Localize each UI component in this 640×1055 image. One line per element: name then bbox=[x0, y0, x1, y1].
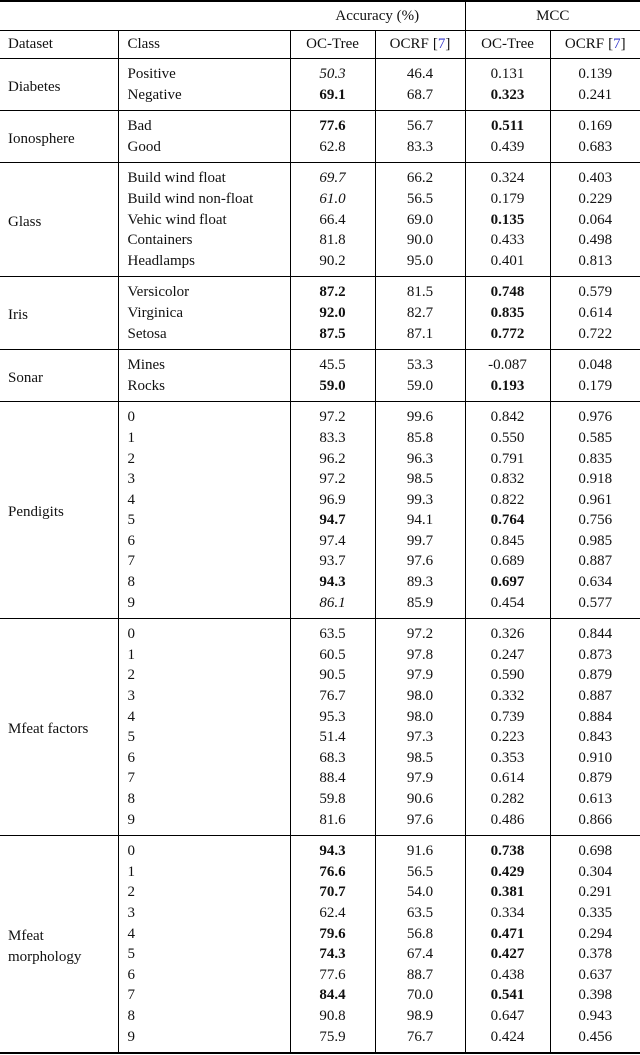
mcc-ocrf-value: 0.918 bbox=[550, 469, 640, 490]
dataset-label: Mfeat factors bbox=[0, 619, 118, 836]
mcc-octree-value: -0.087 bbox=[465, 350, 550, 376]
mcc-octree-value: 0.438 bbox=[465, 965, 550, 986]
dataset-label: Pendigits bbox=[0, 402, 118, 619]
acc-ocrf-value: 98.0 bbox=[375, 707, 465, 728]
mcc-octree-value: 0.748 bbox=[465, 277, 550, 303]
section-header-mcc: MCC bbox=[465, 1, 640, 31]
mcc-octree-value: 0.486 bbox=[465, 810, 550, 836]
mcc-octree-value: 0.193 bbox=[465, 376, 550, 402]
acc-octree-value: 81.8 bbox=[290, 230, 375, 251]
citation-close-bracket: ] bbox=[620, 36, 626, 52]
acc-ocrf-value: 81.5 bbox=[375, 277, 465, 303]
mcc-ocrf-value: 0.961 bbox=[550, 490, 640, 511]
citation-close-bracket: ] bbox=[445, 36, 451, 52]
mcc-octree-value: 0.832 bbox=[465, 469, 550, 490]
mcc-ocrf-value: 0.335 bbox=[550, 903, 640, 924]
acc-ocrf-value: 69.0 bbox=[375, 210, 465, 231]
mcc-ocrf-value: 0.985 bbox=[550, 531, 640, 552]
acc-octree-value: 76.6 bbox=[290, 862, 375, 883]
class-label: 9 bbox=[118, 1027, 290, 1054]
mcc-octree-value: 0.738 bbox=[465, 836, 550, 862]
acc-octree-value: 81.6 bbox=[290, 810, 375, 836]
mcc-octree-value: 0.247 bbox=[465, 645, 550, 666]
class-label: 5 bbox=[118, 727, 290, 748]
class-label: Rocks bbox=[118, 376, 290, 402]
acc-octree-value: 69.7 bbox=[290, 163, 375, 189]
mcc-octree-value: 0.131 bbox=[465, 59, 550, 85]
table-row bbox=[0, 59, 640, 85]
mcc-ocrf-value: 0.614 bbox=[550, 303, 640, 324]
mcc-ocrf-value: 0.064 bbox=[550, 210, 640, 231]
table-row bbox=[0, 350, 640, 376]
acc-octree-value: 68.3 bbox=[290, 748, 375, 769]
section-header-row bbox=[0, 1, 640, 31]
class-label: 1 bbox=[118, 862, 290, 883]
mcc-ocrf-value: 0.866 bbox=[550, 810, 640, 836]
mcc-ocrf-value: 0.879 bbox=[550, 665, 640, 686]
mcc-ocrf-value: 0.943 bbox=[550, 1006, 640, 1027]
mcc-octree-value: 0.334 bbox=[465, 903, 550, 924]
dataset-group-pendigits bbox=[0, 402, 640, 619]
dataset-group-iris bbox=[0, 277, 640, 350]
mcc-octree-value: 0.282 bbox=[465, 789, 550, 810]
acc-ocrf-value: 96.3 bbox=[375, 449, 465, 470]
acc-ocrf-value: 99.6 bbox=[375, 402, 465, 428]
mcc-octree-value: 0.764 bbox=[465, 510, 550, 531]
mcc-octree-value: 0.401 bbox=[465, 251, 550, 277]
acc-ocrf-value: 85.8 bbox=[375, 428, 465, 449]
acc-octree-value: 62.8 bbox=[290, 137, 375, 163]
class-label: 1 bbox=[118, 645, 290, 666]
acc-octree-value: 84.4 bbox=[290, 985, 375, 1006]
class-label: 4 bbox=[118, 707, 290, 728]
class-label: 2 bbox=[118, 449, 290, 470]
mcc-octree-value: 0.614 bbox=[465, 768, 550, 789]
acc-ocrf-value: 70.0 bbox=[375, 985, 465, 1006]
acc-ocrf-value: 97.9 bbox=[375, 768, 465, 789]
mcc-octree-value: 0.439 bbox=[465, 137, 550, 163]
dataset-label: Iris bbox=[0, 277, 118, 350]
acc-octree-value: 79.6 bbox=[290, 924, 375, 945]
mcc-octree-value: 0.179 bbox=[465, 189, 550, 210]
class-label: 9 bbox=[118, 810, 290, 836]
acc-octree-value: 70.7 bbox=[290, 882, 375, 903]
mcc-ocrf-value: 0.398 bbox=[550, 985, 640, 1006]
acc-octree-value: 90.5 bbox=[290, 665, 375, 686]
mcc-ocrf-value: 0.048 bbox=[550, 350, 640, 376]
mcc-ocrf-value: 0.139 bbox=[550, 59, 640, 85]
table-header bbox=[0, 1, 640, 59]
class-label: 7 bbox=[118, 768, 290, 789]
mcc-octree-value: 0.550 bbox=[465, 428, 550, 449]
column-header-row bbox=[0, 31, 640, 59]
mcc-ocrf-value: 0.577 bbox=[550, 593, 640, 619]
acc-ocrf-value: 90.6 bbox=[375, 789, 465, 810]
acc-octree-value: 76.7 bbox=[290, 686, 375, 707]
mcc-ocrf-value: 0.887 bbox=[550, 551, 640, 572]
acc-ocrf-value: 98.0 bbox=[375, 686, 465, 707]
mcc-ocrf-value: 0.637 bbox=[550, 965, 640, 986]
class-label: 6 bbox=[118, 748, 290, 769]
mcc-ocrf-value: 0.378 bbox=[550, 944, 640, 965]
acc-ocrf-value: 97.2 bbox=[375, 619, 465, 645]
mcc-octree-value: 0.835 bbox=[465, 303, 550, 324]
class-label: Bad bbox=[118, 111, 290, 137]
mcc-octree-value: 0.135 bbox=[465, 210, 550, 231]
dataset-label: Sonar bbox=[0, 350, 118, 402]
acc-octree-value: 94.3 bbox=[290, 836, 375, 862]
mcc-octree-value: 0.223 bbox=[465, 727, 550, 748]
acc-octree-value: 45.5 bbox=[290, 350, 375, 376]
acc-ocrf-value: 53.3 bbox=[375, 350, 465, 376]
mcc-ocrf-value: 0.813 bbox=[550, 251, 640, 277]
acc-ocrf-value: 97.8 bbox=[375, 645, 465, 666]
section-header-blank bbox=[0, 1, 290, 31]
citation-open-bracket: [ bbox=[432, 36, 438, 52]
column-header-dataset: Dataset bbox=[0, 31, 118, 59]
class-label: 1 bbox=[118, 428, 290, 449]
acc-octree-value: 96.2 bbox=[290, 449, 375, 470]
mcc-ocrf-value: 0.291 bbox=[550, 882, 640, 903]
mcc-octree-value: 0.324 bbox=[465, 163, 550, 189]
acc-ocrf-value: 99.7 bbox=[375, 531, 465, 552]
mcc-octree-value: 0.647 bbox=[465, 1006, 550, 1027]
mcc-ocrf-value: 0.835 bbox=[550, 449, 640, 470]
mcc-octree-value: 0.433 bbox=[465, 230, 550, 251]
class-label: 6 bbox=[118, 531, 290, 552]
acc-ocrf-value: 97.3 bbox=[375, 727, 465, 748]
class-label: 4 bbox=[118, 490, 290, 511]
class-label: 5 bbox=[118, 944, 290, 965]
mcc-ocrf-value: 0.585 bbox=[550, 428, 640, 449]
method-label: OCRF bbox=[564, 36, 605, 52]
mcc-octree-value: 0.353 bbox=[465, 748, 550, 769]
mcc-ocrf-value: 0.498 bbox=[550, 230, 640, 251]
mcc-ocrf-value: 0.910 bbox=[550, 748, 640, 769]
acc-ocrf-value: 95.0 bbox=[375, 251, 465, 277]
class-label: 7 bbox=[118, 551, 290, 572]
class-label: 0 bbox=[118, 836, 290, 862]
acc-ocrf-value: 97.9 bbox=[375, 665, 465, 686]
class-label: Good bbox=[118, 137, 290, 163]
acc-octree-value: 59.0 bbox=[290, 376, 375, 402]
acc-octree-value: 93.7 bbox=[290, 551, 375, 572]
mcc-ocrf-value: 0.884 bbox=[550, 707, 640, 728]
class-label: 8 bbox=[118, 572, 290, 593]
class-label: Headlamps bbox=[118, 251, 290, 277]
acc-octree-value: 87.5 bbox=[290, 324, 375, 350]
acc-ocrf-value: 91.6 bbox=[375, 836, 465, 862]
acc-ocrf-value: 54.0 bbox=[375, 882, 465, 903]
citation-number: 7 bbox=[613, 36, 621, 52]
acc-ocrf-value: 46.4 bbox=[375, 59, 465, 85]
mcc-octree-value: 0.845 bbox=[465, 531, 550, 552]
acc-octree-value: 50.3 bbox=[290, 59, 375, 85]
acc-ocrf-value: 68.7 bbox=[375, 85, 465, 111]
acc-octree-value: 59.8 bbox=[290, 789, 375, 810]
mcc-ocrf-value: 0.634 bbox=[550, 572, 640, 593]
class-label: Containers bbox=[118, 230, 290, 251]
acc-ocrf-value: 56.5 bbox=[375, 189, 465, 210]
table-row bbox=[0, 277, 640, 303]
dataset-label: Ionosphere bbox=[0, 111, 118, 163]
mcc-octree-value: 0.697 bbox=[465, 572, 550, 593]
mcc-ocrf-value: 0.241 bbox=[550, 85, 640, 111]
mcc-ocrf-value: 0.683 bbox=[550, 137, 640, 163]
acc-ocrf-value: 94.1 bbox=[375, 510, 465, 531]
acc-octree-value: 60.5 bbox=[290, 645, 375, 666]
acc-octree-value: 96.9 bbox=[290, 490, 375, 511]
mcc-octree-value: 0.822 bbox=[465, 490, 550, 511]
acc-octree-value: 63.5 bbox=[290, 619, 375, 645]
column-header-mcc-ocrf bbox=[550, 31, 640, 59]
mcc-octree-value: 0.429 bbox=[465, 862, 550, 883]
class-label: 5 bbox=[118, 510, 290, 531]
class-label: 8 bbox=[118, 789, 290, 810]
class-label: 7 bbox=[118, 985, 290, 1006]
mcc-ocrf-value: 0.722 bbox=[550, 324, 640, 350]
mcc-octree-value: 0.323 bbox=[465, 85, 550, 111]
table-row bbox=[0, 402, 640, 428]
class-label: 9 bbox=[118, 593, 290, 619]
acc-ocrf-value: 67.4 bbox=[375, 944, 465, 965]
class-label: 0 bbox=[118, 619, 290, 645]
class-label: 8 bbox=[118, 1006, 290, 1027]
acc-octree-value: 69.1 bbox=[290, 85, 375, 111]
mcc-octree-value: 0.454 bbox=[465, 593, 550, 619]
class-label: Build wind non-float bbox=[118, 189, 290, 210]
acc-octree-value: 90.8 bbox=[290, 1006, 375, 1027]
acc-octree-value: 83.3 bbox=[290, 428, 375, 449]
acc-octree-value: 94.7 bbox=[290, 510, 375, 531]
mcc-ocrf-value: 0.304 bbox=[550, 862, 640, 883]
mcc-ocrf-value: 0.613 bbox=[550, 789, 640, 810]
mcc-ocrf-value: 0.976 bbox=[550, 402, 640, 428]
acc-ocrf-value: 83.3 bbox=[375, 137, 465, 163]
mcc-ocrf-value: 0.229 bbox=[550, 189, 640, 210]
acc-octree-value: 90.2 bbox=[290, 251, 375, 277]
mcc-ocrf-value: 0.844 bbox=[550, 619, 640, 645]
mcc-ocrf-value: 0.843 bbox=[550, 727, 640, 748]
acc-ocrf-value: 99.3 bbox=[375, 490, 465, 511]
acc-octree-value: 77.6 bbox=[290, 965, 375, 986]
dataset-group-mfeat-morphology bbox=[0, 836, 640, 1053]
acc-ocrf-value: 56.8 bbox=[375, 924, 465, 945]
class-label: 3 bbox=[118, 469, 290, 490]
mcc-octree-value: 0.427 bbox=[465, 944, 550, 965]
acc-octree-value: 66.4 bbox=[290, 210, 375, 231]
mcc-octree-value: 0.739 bbox=[465, 707, 550, 728]
dataset-group-glass bbox=[0, 163, 640, 277]
class-label: Virginica bbox=[118, 303, 290, 324]
mcc-octree-value: 0.791 bbox=[465, 449, 550, 470]
acc-octree-value: 62.4 bbox=[290, 903, 375, 924]
citation-open-bracket: [ bbox=[608, 36, 614, 52]
mcc-ocrf-value: 0.294 bbox=[550, 924, 640, 945]
acc-octree-value: 88.4 bbox=[290, 768, 375, 789]
dataset-group-mfeat-factors bbox=[0, 619, 640, 836]
class-label: 2 bbox=[118, 882, 290, 903]
acc-octree-value: 94.3 bbox=[290, 572, 375, 593]
mcc-ocrf-value: 0.579 bbox=[550, 277, 640, 303]
class-label: Vehic wind float bbox=[118, 210, 290, 231]
mcc-octree-value: 0.424 bbox=[465, 1027, 550, 1054]
dataset-group-ionosphere bbox=[0, 111, 640, 163]
column-header-acc-octree: OC-Tree bbox=[290, 31, 375, 59]
mcc-octree-value: 0.689 bbox=[465, 551, 550, 572]
class-label: Versicolor bbox=[118, 277, 290, 303]
mcc-octree-value: 0.842 bbox=[465, 402, 550, 428]
mcc-octree-value: 0.511 bbox=[465, 111, 550, 137]
mcc-ocrf-value: 0.873 bbox=[550, 645, 640, 666]
acc-ocrf-value: 97.6 bbox=[375, 551, 465, 572]
dataset-label: Glass bbox=[0, 163, 118, 277]
acc-ocrf-value: 89.3 bbox=[375, 572, 465, 593]
mcc-ocrf-value: 0.879 bbox=[550, 768, 640, 789]
mcc-octree-value: 0.381 bbox=[465, 882, 550, 903]
acc-ocrf-value: 88.7 bbox=[375, 965, 465, 986]
mcc-octree-value: 0.326 bbox=[465, 619, 550, 645]
acc-ocrf-value: 59.0 bbox=[375, 376, 465, 402]
section-header-accuracy: Accuracy (%) bbox=[290, 1, 465, 31]
table-row bbox=[0, 111, 640, 137]
acc-octree-value: 97.2 bbox=[290, 402, 375, 428]
class-label: 6 bbox=[118, 965, 290, 986]
class-label: Negative bbox=[118, 85, 290, 111]
acc-octree-value: 87.2 bbox=[290, 277, 375, 303]
acc-octree-value: 86.1 bbox=[290, 593, 375, 619]
acc-ocrf-value: 82.7 bbox=[375, 303, 465, 324]
acc-ocrf-value: 85.9 bbox=[375, 593, 465, 619]
acc-octree-value: 95.3 bbox=[290, 707, 375, 728]
acc-ocrf-value: 63.5 bbox=[375, 903, 465, 924]
citation-link-7[interactable] bbox=[608, 36, 626, 52]
acc-ocrf-value: 98.9 bbox=[375, 1006, 465, 1027]
dataset-label: Mfeat morphology bbox=[0, 836, 118, 1053]
column-header-acc-ocrf bbox=[375, 31, 465, 59]
acc-ocrf-value: 56.5 bbox=[375, 862, 465, 883]
citation-link-7[interactable] bbox=[433, 36, 451, 52]
acc-ocrf-value: 97.6 bbox=[375, 810, 465, 836]
mcc-octree-value: 0.332 bbox=[465, 686, 550, 707]
acc-octree-value: 92.0 bbox=[290, 303, 375, 324]
acc-octree-value: 51.4 bbox=[290, 727, 375, 748]
mcc-octree-value: 0.541 bbox=[465, 985, 550, 1006]
citation-number: 7 bbox=[437, 36, 446, 52]
column-header-mcc-octree: OC-Tree bbox=[465, 31, 550, 59]
table-row bbox=[0, 836, 640, 862]
acc-ocrf-value: 90.0 bbox=[375, 230, 465, 251]
acc-ocrf-value: 87.1 bbox=[375, 324, 465, 350]
class-label: Build wind float bbox=[118, 163, 290, 189]
table-row bbox=[0, 163, 640, 189]
mcc-ocrf-value: 0.403 bbox=[550, 163, 640, 189]
acc-octree-value: 61.0 bbox=[290, 189, 375, 210]
acc-ocrf-value: 98.5 bbox=[375, 748, 465, 769]
dataset-group-diabetes bbox=[0, 59, 640, 111]
mcc-ocrf-value: 0.169 bbox=[550, 111, 640, 137]
class-label: 0 bbox=[118, 402, 290, 428]
class-label: 3 bbox=[118, 903, 290, 924]
acc-ocrf-value: 66.2 bbox=[375, 163, 465, 189]
acc-octree-value: 77.6 bbox=[290, 111, 375, 137]
table-row bbox=[0, 619, 640, 645]
class-label: Mines bbox=[118, 350, 290, 376]
acc-ocrf-value: 76.7 bbox=[375, 1027, 465, 1054]
class-label: 2 bbox=[118, 665, 290, 686]
acc-ocrf-value: 56.7 bbox=[375, 111, 465, 137]
mcc-ocrf-value: 0.756 bbox=[550, 510, 640, 531]
acc-octree-value: 75.9 bbox=[290, 1027, 375, 1054]
mcc-octree-value: 0.471 bbox=[465, 924, 550, 945]
acc-octree-value: 97.4 bbox=[290, 531, 375, 552]
class-label: Positive bbox=[118, 59, 290, 85]
mcc-octree-value: 0.590 bbox=[465, 665, 550, 686]
class-label: 4 bbox=[118, 924, 290, 945]
method-label: OCRF bbox=[389, 36, 429, 52]
column-header-class: Class bbox=[118, 31, 290, 59]
mcc-octree-value: 0.772 bbox=[465, 324, 550, 350]
mcc-ocrf-value: 0.456 bbox=[550, 1027, 640, 1054]
acc-octree-value: 97.2 bbox=[290, 469, 375, 490]
acc-octree-value: 74.3 bbox=[290, 944, 375, 965]
mcc-ocrf-value: 0.179 bbox=[550, 376, 640, 402]
dataset-label: Diabetes bbox=[0, 59, 118, 111]
acc-ocrf-value: 98.5 bbox=[375, 469, 465, 490]
class-label: Setosa bbox=[118, 324, 290, 350]
mcc-ocrf-value: 0.698 bbox=[550, 836, 640, 862]
dataset-group-sonar bbox=[0, 350, 640, 402]
mcc-ocrf-value: 0.887 bbox=[550, 686, 640, 707]
class-label: 3 bbox=[118, 686, 290, 707]
